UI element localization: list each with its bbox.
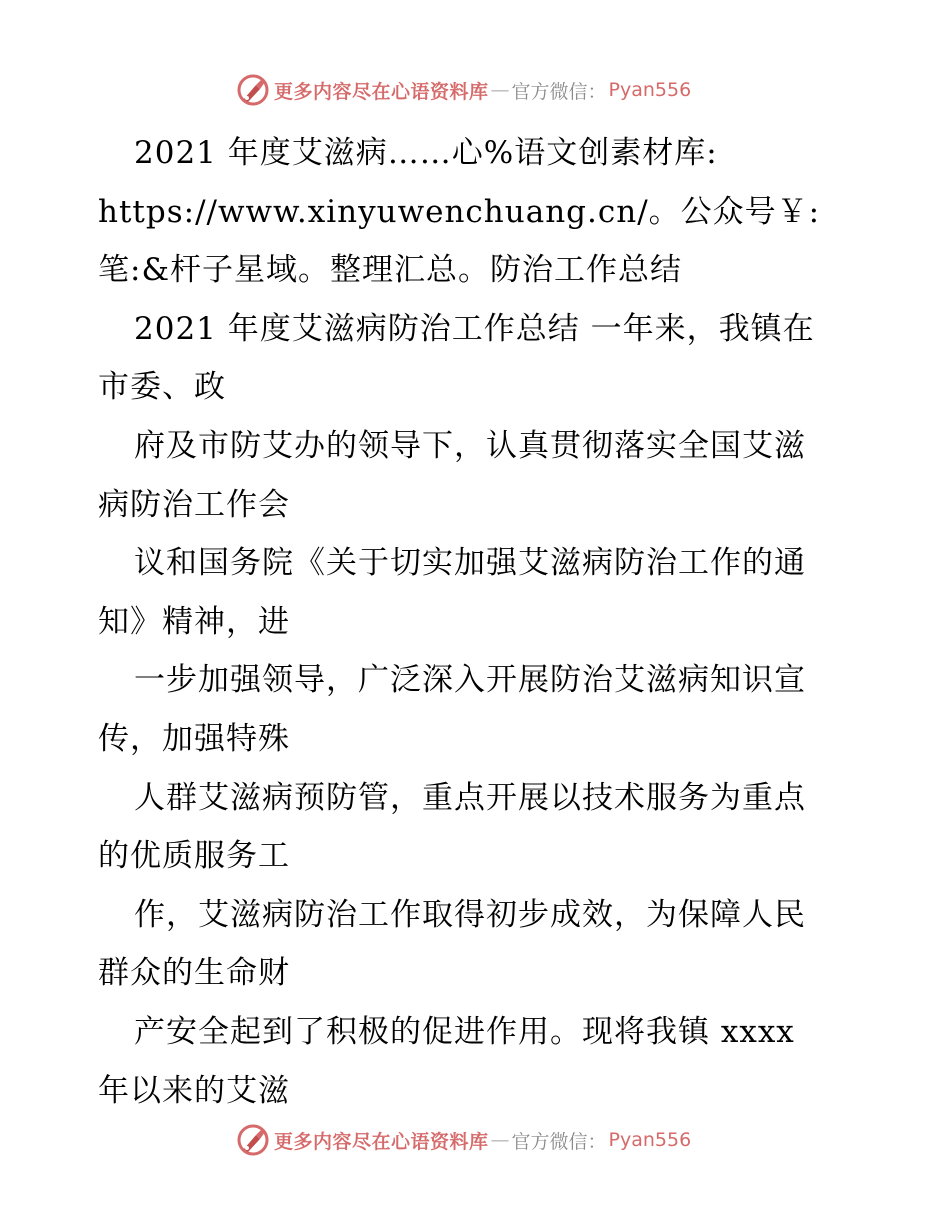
pen-logo-icon [236, 1123, 270, 1157]
body-line: 的优质服务工 [98, 838, 290, 875]
document-body [98, 124, 858, 1120]
body-line: 2021 年度艾滋病防治工作总结 一年来，我镇在 [134, 310, 815, 347]
body-line: 作，艾滋病防治工作取得初步成效，为保障人民 [134, 896, 806, 933]
pen-logo-icon [236, 73, 270, 107]
footer-wechat-account: Pyan556 [608, 1129, 692, 1151]
footer-banner [236, 1122, 716, 1158]
body-line: 议和国务院《关于切实加强艾滋病防治工作的通 [134, 545, 806, 582]
body-line: 传，加强特殊 [98, 720, 290, 757]
body-line: 2021 年度艾滋病……心%语文创素材库: [134, 135, 718, 171]
body-line: 产安全起到了积极的促进作用。现将我镇 xxxx [134, 1013, 795, 1050]
header-brand-text: 更多内容尽在心语资料库 [274, 80, 489, 103]
header-dash: — [490, 79, 510, 101]
header-wechat-account: Pyan556 [608, 79, 692, 101]
body-line: 人群艾滋病预防管，重点开展以技术服务为重点 [134, 779, 806, 816]
footer-dash: — [490, 1129, 510, 1151]
body-line: 一步加强领导，广泛深入开展防治艾滋病知识宣 [134, 662, 806, 699]
body-line: 笔:&杆子星域。整理汇总。防治工作总结 [98, 252, 683, 289]
footer-wechat-label: 官方微信： [511, 1130, 607, 1153]
body-line: 病防治工作会 [98, 486, 290, 523]
body-line: 年以来的艾滋 [98, 1072, 290, 1109]
body-line: 知》精神，进 [98, 603, 290, 640]
header-banner [236, 72, 716, 108]
header-wechat-label: 官方微信： [511, 80, 607, 103]
body-line: 府及市防艾办的领导下，认真贯彻落实全国艾滋 [134, 427, 806, 464]
body-line: 群众的生命财 [98, 955, 290, 992]
body-line: 市委、政 [98, 369, 226, 406]
body-line: https://www.xinyuwenchuang.cn/。公众号￥: [98, 193, 821, 230]
footer-brand-text: 更多内容尽在心语资料库 [274, 1130, 489, 1153]
